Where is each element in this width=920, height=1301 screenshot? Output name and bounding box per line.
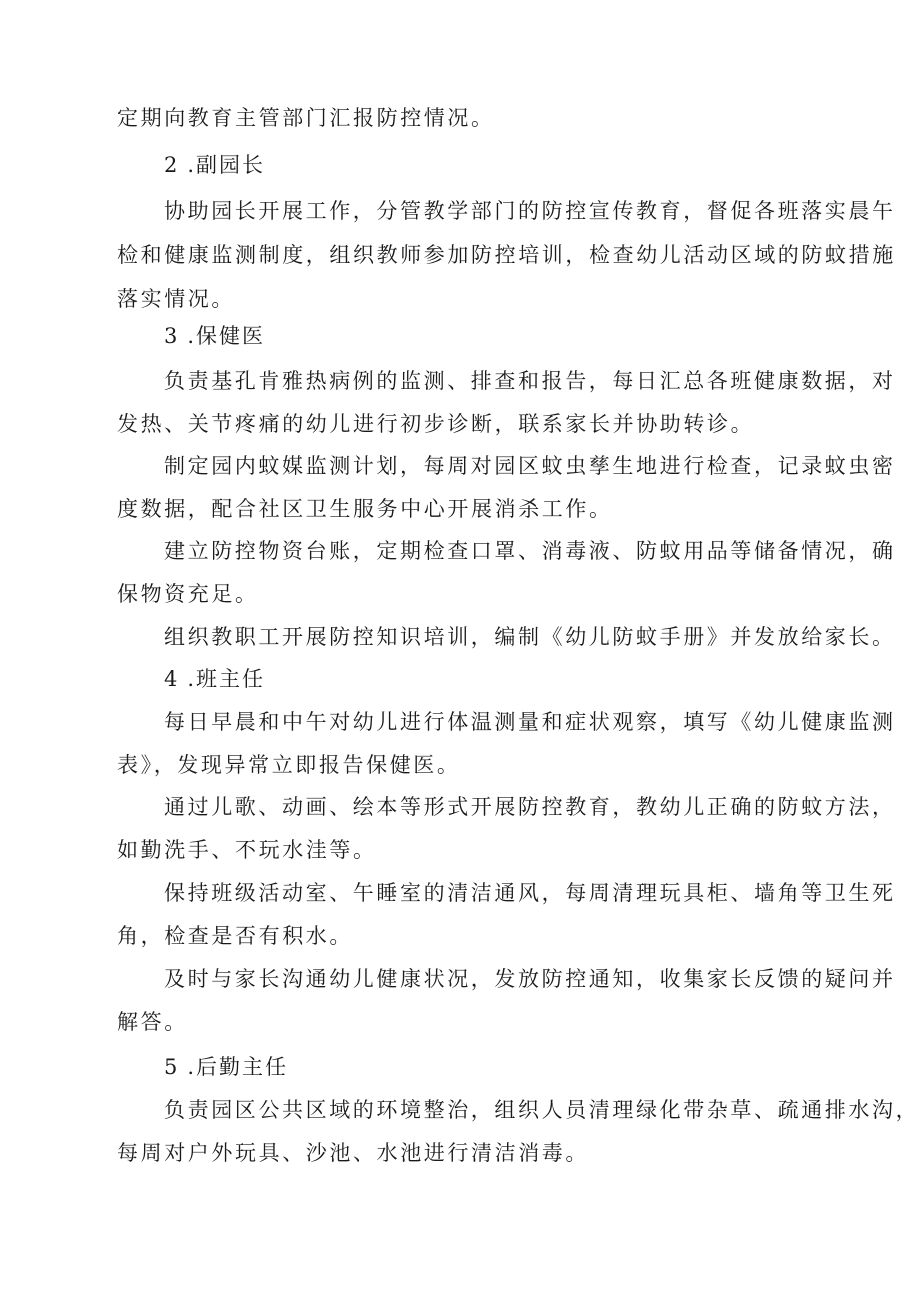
paragraph-line: 保持班级活动室、午睡室的清洁通风，每周清理玩具柜、墙角等卫生死 [164, 881, 896, 905]
paragraph-line: 定期向教育主管部门汇报防控情况。 [117, 106, 495, 130]
paragraph-line: 负责园区公共区域的环境整治，组织人员清理绿化带杂草、疏通排水沟， [164, 1098, 920, 1122]
section-title: .副园长 [187, 153, 266, 177]
paragraph-line: 通过儿歌、动画、绘本等形式开展防控教育，教幼儿正确的防蚊方法， [164, 795, 896, 819]
section-number: 3 [164, 324, 178, 348]
paragraph-line: 及时与家长沟通幼儿健康状况，发放防控通知，收集家长反馈的疑问并 [164, 967, 896, 991]
paragraph-line: 每日早晨和中午对幼儿进行体温测量和症状观察，填写《幼儿健康监测 [164, 710, 896, 734]
paragraph-line: 发热、关节疼痛的幼儿进行初步诊断，联系家长并协助转诊。 [117, 412, 755, 436]
section-heading [164, 321, 265, 351]
paragraph-line: 协助园长开展工作，分管教学部门的防控宣传教育，督促各班落实晨午 [164, 199, 896, 223]
paragraph-line: 落实情况。 [117, 287, 235, 311]
section-number: 5 [164, 1055, 178, 1079]
section-title: .班主任 [187, 667, 266, 691]
section-title: .后勤主任 [187, 1055, 289, 1079]
paragraph-line: 负责基孔肯雅热病例的监测、排查和报告，每日汇总各班健康数据，对 [164, 369, 896, 393]
paragraph-line: 如勤洗手、不玩水洼等。 [117, 838, 377, 862]
paragraph-line: 每周对户外玩具、沙池、水池进行清洁消毒。 [117, 1141, 589, 1165]
section-heading [164, 1052, 288, 1082]
paragraph-line: 组织教职工开展防控知识培训，编制《幼儿防蚊手册》并发放给家长。 [164, 625, 896, 649]
paragraph-line: 解答。 [117, 1010, 188, 1034]
paragraph-line: 检和健康监测制度，组织教师参加防控培训，检查幼儿活动区域的防蚊措施 [117, 243, 896, 267]
section-heading [164, 150, 265, 180]
paragraph-line: 表》，发现异常立即报告保健医。 [117, 753, 461, 777]
section-heading [164, 664, 265, 694]
section-number: 2 [164, 153, 178, 177]
section-title: .保健医 [187, 324, 266, 348]
paragraph-line: 建立防控物资台账，定期检查口罩、消毒液、防蚊用品等储备情况，确 [164, 539, 896, 563]
section-number: 4 [164, 667, 178, 691]
paragraph-line: 制定园内蚊媒监测计划，每周对园区蚊虫孳生地进行检查，记录蚊虫密 [164, 454, 896, 478]
paragraph-line: 保物资充足。 [117, 582, 259, 606]
paragraph-line: 角，检查是否有积水。 [117, 924, 353, 948]
paragraph-line: 度数据，配合社区卫生服务中心开展消杀工作。 [117, 497, 613, 521]
